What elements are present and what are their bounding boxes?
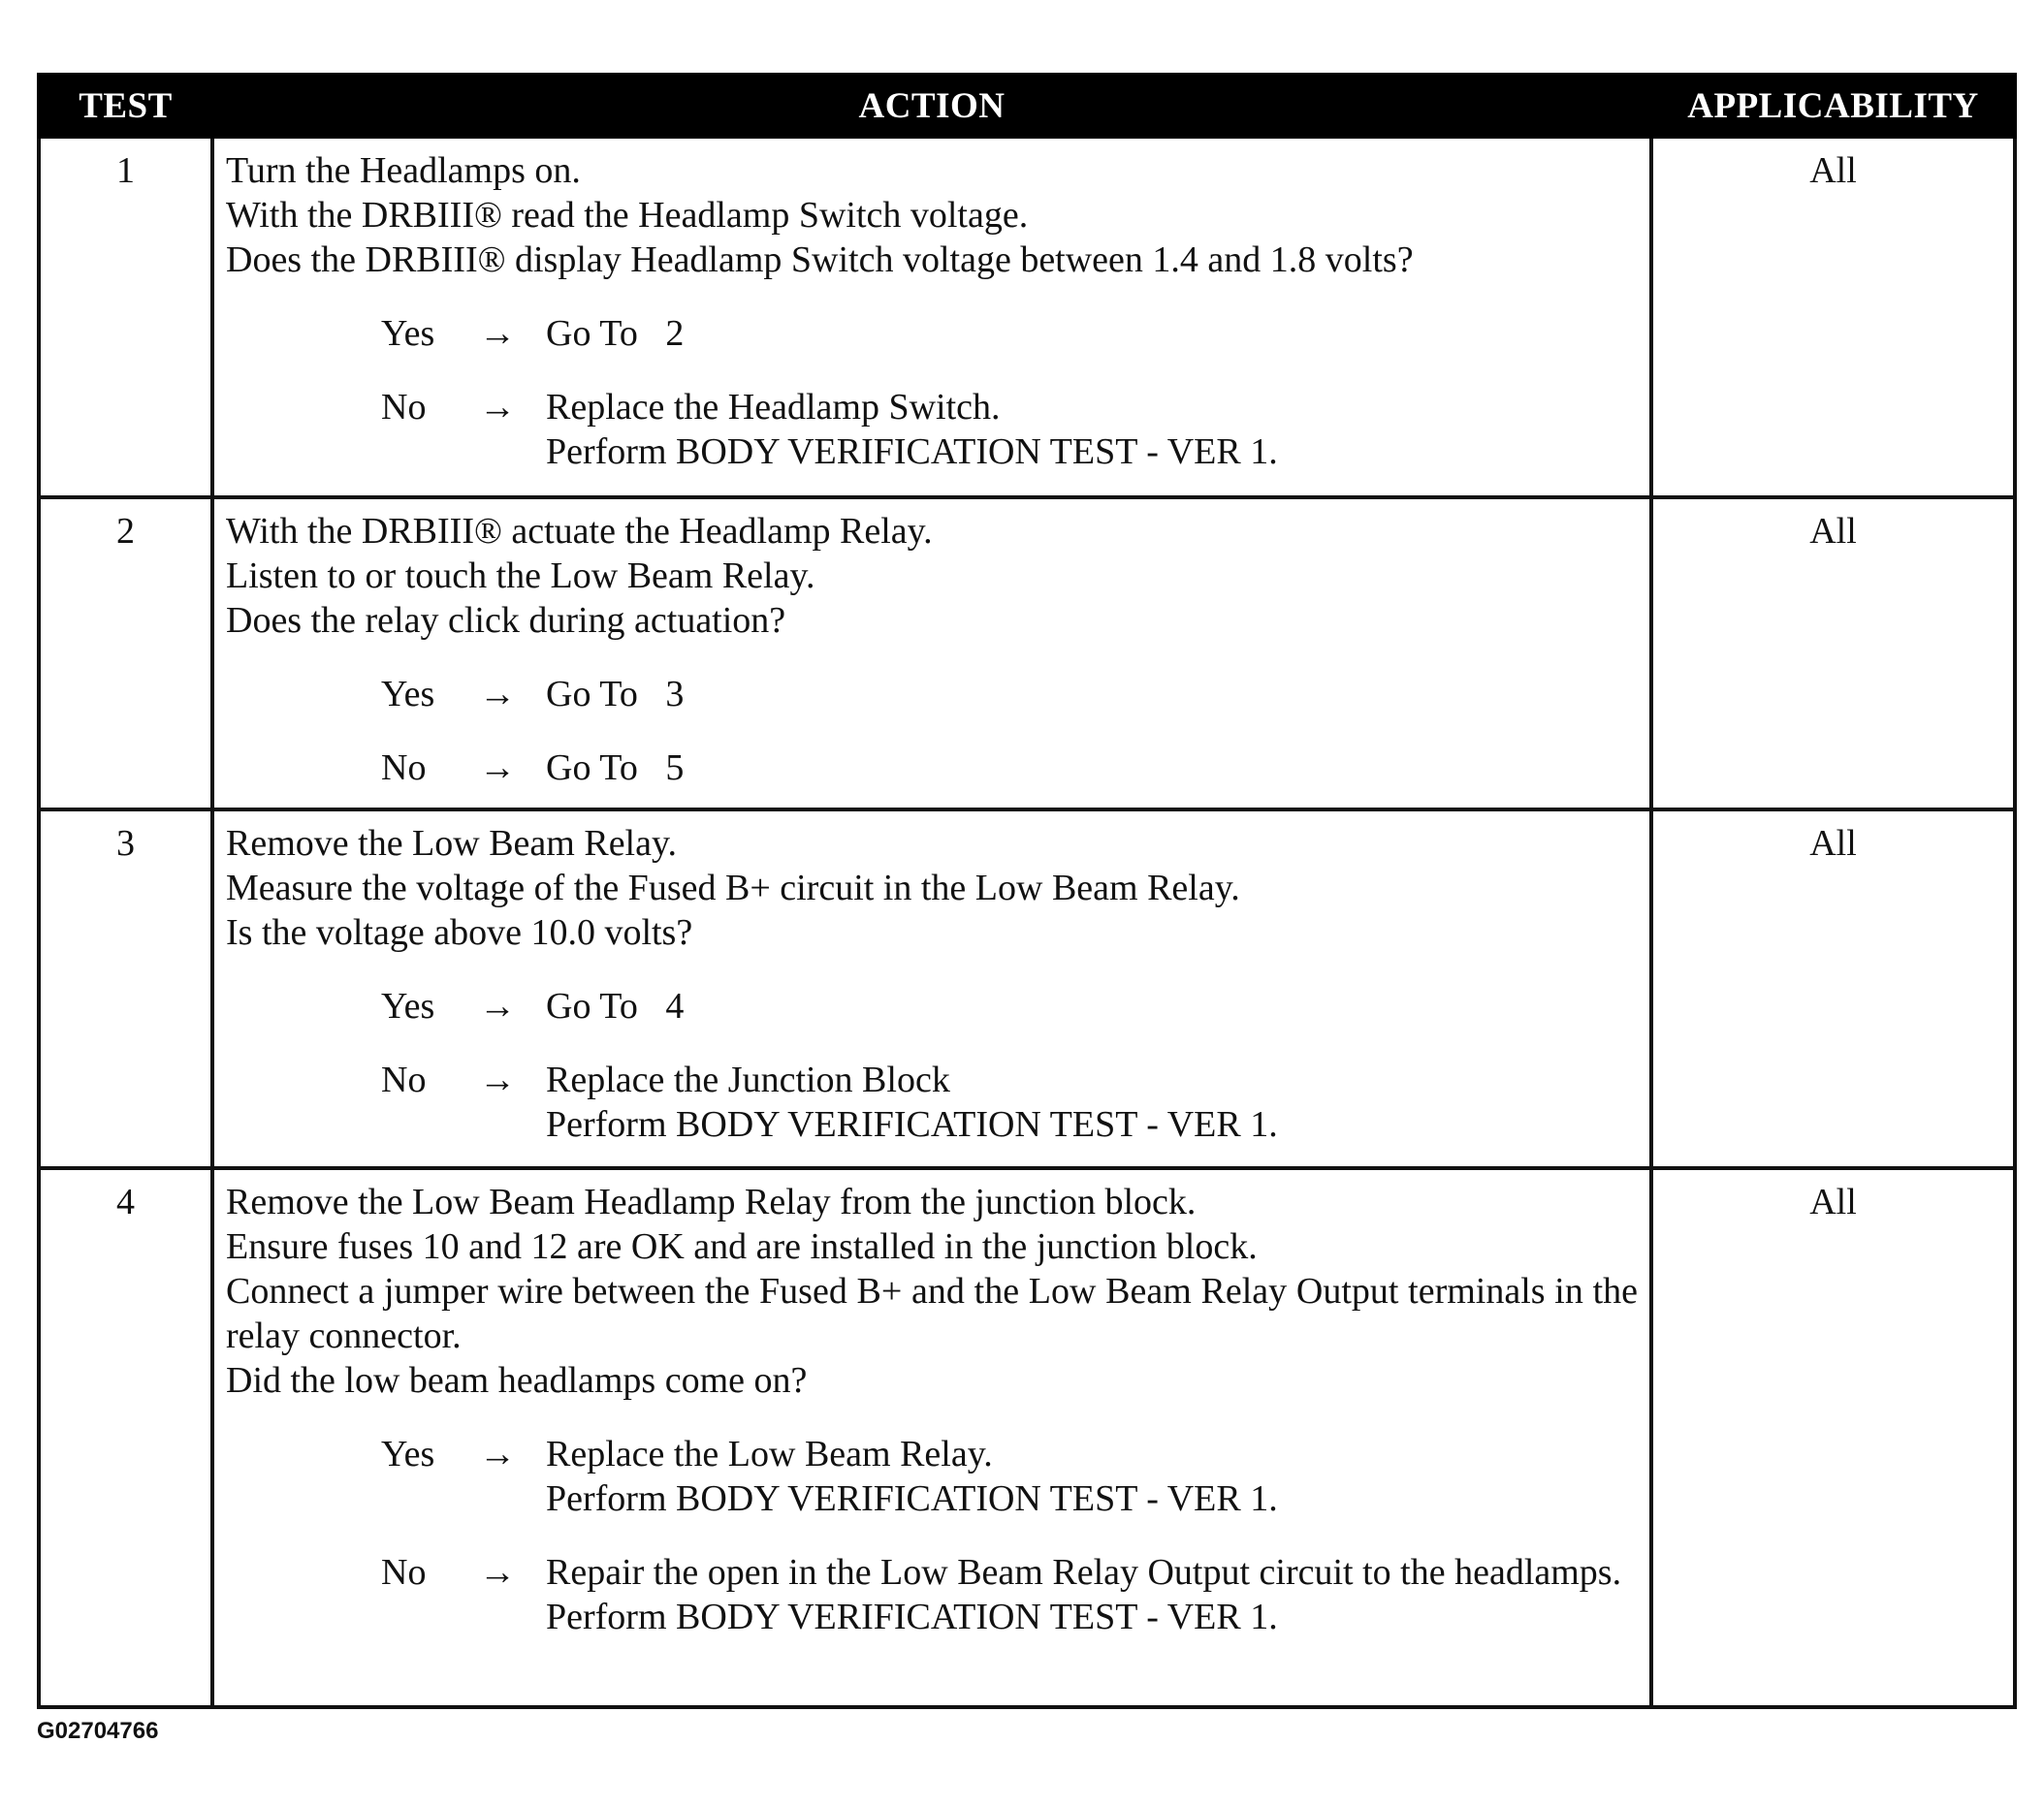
- yes-result: [546, 672, 1638, 716]
- header-applicability: APPLICABILITY: [1651, 75, 2015, 137]
- action-line: Turn the Headlamps on.: [226, 150, 581, 191]
- test-row-2: [39, 497, 2015, 809]
- no-branch: [226, 1058, 1638, 1147]
- test-applicability: All: [1651, 497, 2015, 809]
- no-label: No: [381, 1552, 427, 1593]
- diagnostic-sheet: [37, 73, 2013, 1709]
- test-number: 3: [39, 809, 212, 1168]
- test-action: [212, 497, 1651, 809]
- action-line: Does the relay click during actuation?: [226, 600, 786, 641]
- yes-branch: [226, 311, 1638, 356]
- table-header-row: [39, 75, 2015, 137]
- yes-label: Yes: [381, 1434, 435, 1474]
- diagnostic-test-table: [37, 73, 2017, 1709]
- no-result: [546, 745, 1638, 790]
- action-line: With the DRBIII® read the Headlamp Switch voltage.: [226, 195, 1029, 236]
- result-line: Perform BODY VERIFICATION TEST - VER 1.: [546, 1104, 1278, 1145]
- yes-label: Yes: [381, 313, 435, 354]
- no-result: [546, 1058, 1638, 1147]
- yes-branch: [226, 1432, 1638, 1521]
- test-action: [212, 1168, 1651, 1707]
- yes-label: Yes: [381, 674, 435, 714]
- result-line: Perform BODY VERIFICATION TEST - VER 1.: [546, 431, 1278, 472]
- yes-label: Yes: [381, 986, 435, 1027]
- header-action: ACTION: [212, 75, 1651, 137]
- action-line: With the DRBIII® actuate the Headlamp Relay.: [226, 511, 933, 552]
- test-applicability: All: [1651, 809, 2015, 1168]
- no-branch: [226, 745, 1638, 790]
- yes-branch: [226, 984, 1638, 1029]
- result-line: Repair the open in the Low Beam Relay Output circuit to the headlamps.: [546, 1552, 1622, 1593]
- action-line: Measure the voltage of the Fused B+ circuit in the Low Beam Relay.: [226, 868, 1240, 908]
- result-line: Go To 5: [546, 747, 685, 788]
- result-line: Perform BODY VERIFICATION TEST - VER 1.: [546, 1478, 1278, 1519]
- no-result: [546, 385, 1638, 474]
- result-line: Go To 4: [546, 986, 685, 1027]
- test-action: [212, 809, 1651, 1168]
- yes-result: [546, 1432, 1638, 1521]
- action-line: Did the low beam headlamps come on?: [226, 1360, 808, 1401]
- right-arrow-icon: →: [479, 1434, 516, 1474]
- figure-id: G02704766: [37, 1718, 159, 1744]
- no-label: No: [381, 1060, 427, 1100]
- yes-result: [546, 311, 1638, 356]
- test-action: [212, 137, 1651, 497]
- right-arrow-icon: →: [479, 387, 516, 428]
- action-line: Ensure fuses 10 and 12 are OK and are installed in the junction block.: [226, 1226, 1258, 1267]
- action-line: Is the voltage above 10.0 volts?: [226, 912, 693, 953]
- header-test: TEST: [39, 75, 212, 137]
- result-line: Go To 2: [546, 313, 685, 354]
- result-line: Perform BODY VERIFICATION TEST - VER 1.: [546, 1597, 1278, 1637]
- test-row-1: [39, 137, 2015, 497]
- test-number: 4: [39, 1168, 212, 1707]
- no-branch: [226, 385, 1638, 474]
- result-line: Go To 3: [546, 674, 685, 714]
- result-line: Replace the Junction Block: [546, 1060, 950, 1100]
- action-line: Connect a jumper wire between the Fused B+ and the Low Beam Relay Output terminals in the relay connector.: [226, 1271, 1638, 1356]
- test-row-3: [39, 809, 2015, 1168]
- result-line: Replace the Headlamp Switch.: [546, 387, 1001, 428]
- test-row-4: [39, 1168, 2015, 1707]
- test-applicability: All: [1651, 1168, 2015, 1707]
- action-line: Remove the Low Beam Relay.: [226, 823, 678, 864]
- no-label: No: [381, 387, 427, 428]
- right-arrow-icon: →: [479, 1552, 516, 1593]
- action-line: Listen to or touch the Low Beam Relay.: [226, 555, 815, 596]
- yes-result: [546, 984, 1638, 1029]
- yes-branch: [226, 672, 1638, 716]
- result-line: Replace the Low Beam Relay.: [546, 1434, 993, 1474]
- test-applicability: All: [1651, 137, 2015, 497]
- test-number: 2: [39, 497, 212, 809]
- no-branch: [226, 1550, 1638, 1639]
- right-arrow-icon: →: [479, 747, 516, 788]
- no-result: [546, 1550, 1638, 1639]
- right-arrow-icon: →: [479, 1060, 516, 1100]
- no-label: No: [381, 747, 427, 788]
- action-line: Does the DRBIII® display Headlamp Switch voltage between 1.4 and 1.8 volts?: [226, 239, 1414, 280]
- action-line: Remove the Low Beam Headlamp Relay from the junction block.: [226, 1182, 1197, 1222]
- test-number: 1: [39, 137, 212, 497]
- right-arrow-icon: →: [479, 313, 516, 354]
- right-arrow-icon: →: [479, 674, 516, 714]
- right-arrow-icon: →: [479, 986, 516, 1027]
